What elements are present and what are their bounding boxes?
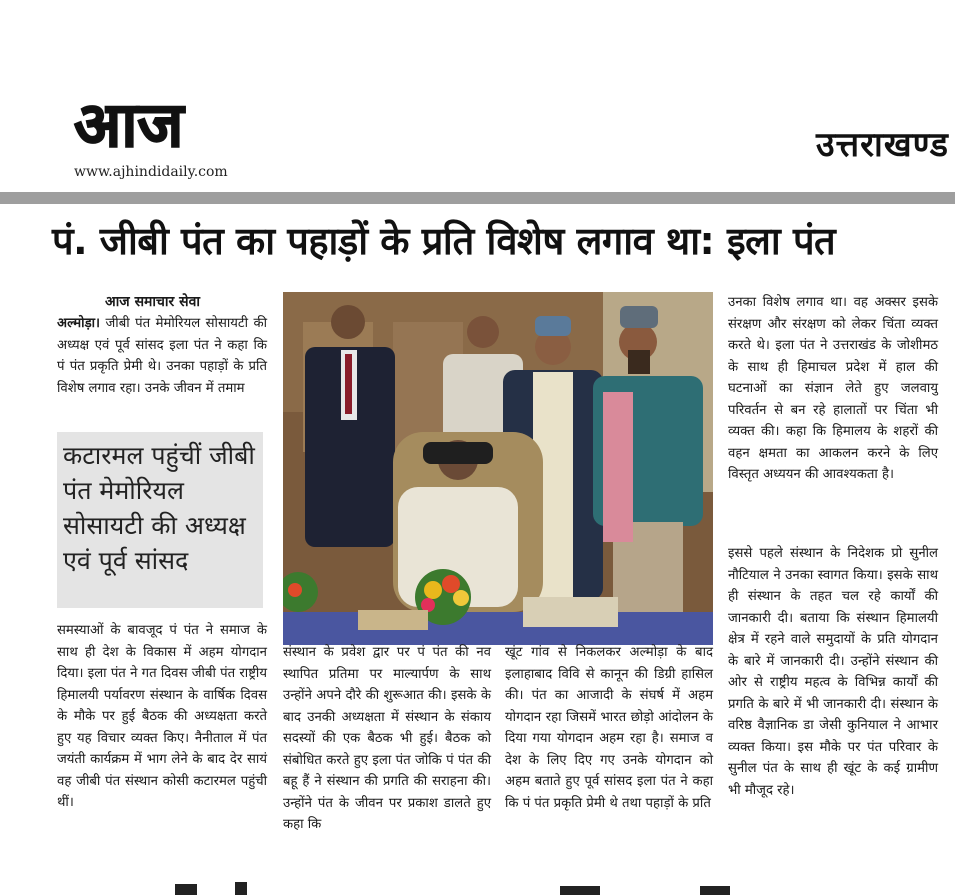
- next-article-fragment: [0, 878, 955, 895]
- column-1-bottom: समस्याओं के बावजूद पं पंत ने समाज के साथ ही देश के विकास में अहम योगदान दिया। इला पंत ने गत दिवस जीबी पंत राष्ट्रीय हिमालयी पर्यावरण संस्थान के वार्षिक दिवस के मौके पर हुई बैठक की अध्यक्षता करते हुए यह विचार व्यक्त किए। नैनीताल में पंत जयंती कार्यक्रम में भाग लेने के बाद देर सायं वह जीबी पंत संस्थान कोसी कटारमल पहुंची थीं।: [57, 623, 267, 810]
- column-3: खूंट गांव से निकलकर अल्मोड़ा के बाद इलाहाबाद विवि से कानून की डिग्री हासिल की। पंत का आजादी के संघर्ष में अहम योगदान रहा जिसमें भारत छोड़ो आंदोलन के दिया गया योगदान अहम रहा है। समाज व देश के लिए दिए गए उनके योगदान को अहम बताते हुए पूर्व सांसद इला पंत ने कहा कि पं पंत प्रकृति प्रेमी थे तथा पहाड़ों के प्रति: [505, 645, 713, 811]
- section-label: उत्तराखण्ड: [816, 125, 949, 165]
- column-1-top: [57, 313, 267, 399]
- column-2: संस्थान के प्रवेश द्वार पर पं पंत की नव स्थापित प्रतिमा पर माल्यार्पण के साथ उन्होंने अपने दौरे की शुरूआत की। इसके के बाद उनकी अध्यक्षता में संस्थान के संकाय सदस्यों की एक बैठक भी हुई। बैठक को संबोधित करते हुए इला पंत जोकि पं पंत की बहू हैं ने संस्थान की प्रगति की सराहना की। उन्होंने पंत के जीवन पर प्रकाश डालते हुए कहा कि: [283, 645, 491, 832]
- article-photo: [283, 292, 713, 645]
- column-4-paragraph-1: उनका विशेष लगाव था। वह अक्सर इसके संरक्षण और संरक्षण को लेकर चिंता व्यक्त करते थे। इला पंत ने उत्तराखंड के जोशीमठ के साथ ही हिमाचल प्रदेश में हाल की घटनाओं का संज्ञान लेते हुए जलवायु परिवर्तन से बन रहे हालातों पर चिंता भी व्यक्त की। कहा कि हिमालय के शहरों की वहन क्षमता का आकलन करने के लिए विस्तृत अध्ययन की आवश्यकता है।: [728, 295, 938, 482]
- column-1-top-text: जीबी पंत मेमोरियल सोसायटी की अध्यक्ष एवं पूर्व सांसद इला पंत ने कहा कि पं पंत प्रकृति प्रेमी थे। उनका पहाड़ों के प्रति विशेष लगाव रहा। उनके जीवन में तमाम: [57, 316, 267, 396]
- byline: आज समाचार सेवा: [105, 294, 201, 310]
- pull-quote: कटारमल पहुंचीं जीबी पंत मेमोरियल सोसायटी की अध्यक्ष एवं पूर्व सांसद: [57, 432, 263, 608]
- svg-text:आज: आज: [74, 88, 184, 158]
- column-4: [728, 292, 938, 486]
- header-rule: [0, 192, 955, 204]
- newspaper-logo: [70, 88, 260, 158]
- dateline: अल्मोड़ा।: [57, 316, 101, 331]
- column-4-paragraph-2: इससे पहले संस्थान के निदेशक प्रो सुनील नौटियाल ने उनका स्वागत किया। इसके साथ ही संस्थान के तहत चल रहे कार्यों की जानकारी दी। बताया कि संस्थान हिमालयी क्षेत्र में रहने वाले समुदायों के प्रति योगदान के बारे में जानकारी दी। उन्होंने संस्थान की ओर से राष्ट्रीय महत्व के विभिन्न कार्यों की प्रगति के बारे में भी जानकारी दी। संस्थान के वरिष्ठ वैज्ञानिक डा जेसी कुनियाल ने आभार व्यक्त किया। इस मौके पर पंत परिवार के सुनील पंत के साथ ही खूंट के कई ग्रामीण भी मौजूद रहे।: [728, 546, 938, 798]
- site-url: www.ajhindidaily.com: [74, 164, 228, 180]
- article-headline: पं. जीबी पंत का पहाड़ों के प्रति विशेष लगाव था: इला पंत: [52, 219, 836, 263]
